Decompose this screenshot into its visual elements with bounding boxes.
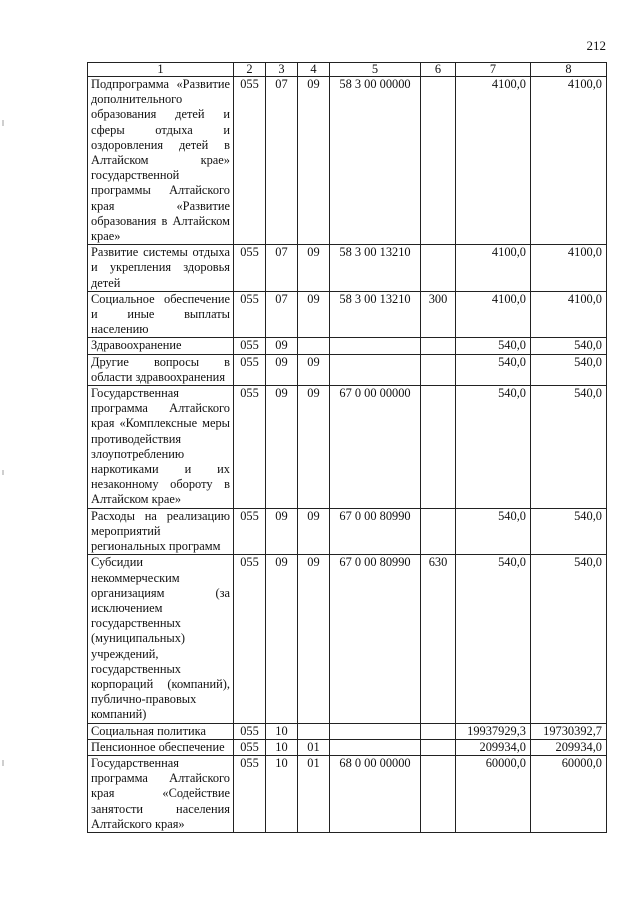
target-article-cell: 58 3 00 00000 bbox=[330, 77, 421, 245]
amount-cell: 60000,0 bbox=[531, 755, 607, 832]
table-row bbox=[88, 555, 607, 723]
amount-cell: 540,0 bbox=[531, 354, 607, 385]
subsection-cell: 09 bbox=[298, 386, 330, 509]
grbs-cell: 055 bbox=[234, 291, 266, 338]
amount-cell: 4100,0 bbox=[531, 291, 607, 338]
subsection-cell: 09 bbox=[298, 77, 330, 245]
subsection-cell: 09 bbox=[298, 245, 330, 292]
grbs-cell: 055 bbox=[234, 245, 266, 292]
section-cell: 09 bbox=[266, 354, 298, 385]
section-cell: 09 bbox=[266, 508, 298, 555]
expense-type-cell bbox=[421, 739, 456, 755]
target-article-cell: 58 3 00 13210 bbox=[330, 291, 421, 338]
target-article-cell: 68 0 00 00000 bbox=[330, 755, 421, 832]
amount-cell: 60000,0 bbox=[456, 755, 531, 832]
amount-cell: 4100,0 bbox=[456, 77, 531, 245]
page-number: 212 bbox=[586, 38, 606, 53]
column-number: 1 bbox=[88, 63, 234, 77]
amount-cell: 4100,0 bbox=[456, 291, 531, 338]
target-article-cell bbox=[330, 739, 421, 755]
amount-cell: 209934,0 bbox=[531, 739, 607, 755]
expense-type-cell bbox=[421, 77, 456, 245]
subsection-cell bbox=[298, 338, 330, 354]
expense-type-cell bbox=[421, 354, 456, 385]
section-cell: 09 bbox=[266, 386, 298, 509]
item-name-cell: Социальное обеспечение и иные выплаты населению bbox=[88, 291, 234, 338]
expense-type-cell bbox=[421, 508, 456, 555]
table-row bbox=[88, 338, 607, 354]
subsection-cell: 01 bbox=[298, 755, 330, 832]
subsection-cell: 09 bbox=[298, 291, 330, 338]
item-name-cell: Государственная программа Алтайского края «Содействие занятости населения Алтайского края» bbox=[88, 755, 234, 832]
section-cell: 09 bbox=[266, 338, 298, 354]
column-number: 5 bbox=[330, 63, 421, 77]
grbs-cell: 055 bbox=[234, 508, 266, 555]
table-header-row bbox=[88, 63, 607, 77]
section-cell: 07 bbox=[266, 77, 298, 245]
subsection-cell: 09 bbox=[298, 354, 330, 385]
table-row bbox=[88, 354, 607, 385]
amount-cell: 19937929,3 bbox=[456, 723, 531, 739]
amount-cell: 540,0 bbox=[531, 508, 607, 555]
amount-cell: 540,0 bbox=[456, 555, 531, 723]
grbs-cell: 055 bbox=[234, 338, 266, 354]
item-name-cell: Другие вопросы в области здравоохранения bbox=[88, 354, 234, 385]
table-row bbox=[88, 77, 607, 245]
amount-cell: 540,0 bbox=[456, 338, 531, 354]
subsection-cell bbox=[298, 723, 330, 739]
table-row bbox=[88, 739, 607, 755]
item-name-cell: Развитие системы отдыха и укрепления здоровья детей bbox=[88, 245, 234, 292]
item-name-cell: Подпрограмма «Развитие дополнительного образования детей и сферы отдыха и оздоровления детей в Алтайском крае» государственной программы Алтайского края «Развитие образования в Алтайском крае» bbox=[88, 77, 234, 245]
amount-cell: 4100,0 bbox=[456, 245, 531, 292]
grbs-cell: 055 bbox=[234, 739, 266, 755]
target-article-cell bbox=[330, 723, 421, 739]
amount-cell: 209934,0 bbox=[456, 739, 531, 755]
subsection-cell: 09 bbox=[298, 508, 330, 555]
section-cell: 07 bbox=[266, 245, 298, 292]
column-number: 4 bbox=[298, 63, 330, 77]
target-article-cell bbox=[330, 354, 421, 385]
section-cell: 09 bbox=[266, 555, 298, 723]
table-row bbox=[88, 245, 607, 292]
grbs-cell: 055 bbox=[234, 354, 266, 385]
section-cell: 07 bbox=[266, 291, 298, 338]
item-name-cell: Здравоохранение bbox=[88, 338, 234, 354]
column-number: 6 bbox=[421, 63, 456, 77]
grbs-cell: 055 bbox=[234, 386, 266, 509]
amount-cell: 4100,0 bbox=[531, 245, 607, 292]
budget-table bbox=[87, 62, 607, 833]
section-cell: 10 bbox=[266, 755, 298, 832]
expense-type-cell: 630 bbox=[421, 555, 456, 723]
table-row bbox=[88, 508, 607, 555]
target-article-cell: 67 0 00 80990 bbox=[330, 508, 421, 555]
scan-margin-mark bbox=[2, 470, 4, 475]
amount-cell: 4100,0 bbox=[531, 77, 607, 245]
expense-type-cell bbox=[421, 386, 456, 509]
column-number: 3 bbox=[266, 63, 298, 77]
column-number: 8 bbox=[531, 63, 607, 77]
column-number: 7 bbox=[456, 63, 531, 77]
expense-type-cell bbox=[421, 245, 456, 292]
table-row bbox=[88, 386, 607, 509]
grbs-cell: 055 bbox=[234, 723, 266, 739]
grbs-cell: 055 bbox=[234, 755, 266, 832]
scan-margin-mark bbox=[2, 760, 4, 766]
grbs-cell: 055 bbox=[234, 555, 266, 723]
amount-cell: 540,0 bbox=[531, 386, 607, 509]
target-article-cell: 58 3 00 13210 bbox=[330, 245, 421, 292]
item-name-cell: Пенсионное обеспечение bbox=[88, 739, 234, 755]
item-name-cell: Субсидии некоммерческим организациям (за исключением государственных (муниципальных) учреждений, государственных корпораций (компаний), публично-правовых компаний) bbox=[88, 555, 234, 723]
amount-cell: 540,0 bbox=[531, 555, 607, 723]
section-cell: 10 bbox=[266, 723, 298, 739]
subsection-cell: 09 bbox=[298, 555, 330, 723]
table-row bbox=[88, 723, 607, 739]
table-row bbox=[88, 755, 607, 832]
target-article-cell bbox=[330, 338, 421, 354]
expense-type-cell bbox=[421, 723, 456, 739]
amount-cell: 540,0 bbox=[456, 508, 531, 555]
item-name-cell: Расходы на реализацию мероприятий региональных программ bbox=[88, 508, 234, 555]
subsection-cell: 01 bbox=[298, 739, 330, 755]
amount-cell: 540,0 bbox=[456, 386, 531, 509]
expense-type-cell bbox=[421, 755, 456, 832]
target-article-cell: 67 0 00 00000 bbox=[330, 386, 421, 509]
column-number: 2 bbox=[234, 63, 266, 77]
scan-margin-mark bbox=[2, 120, 4, 126]
section-cell: 10 bbox=[266, 739, 298, 755]
target-article-cell: 67 0 00 80990 bbox=[330, 555, 421, 723]
amount-cell: 540,0 bbox=[456, 354, 531, 385]
amount-cell: 540,0 bbox=[531, 338, 607, 354]
table-row bbox=[88, 291, 607, 338]
item-name-cell: Социальная политика bbox=[88, 723, 234, 739]
item-name-cell: Государственная программа Алтайского края «Комплексные меры противодействия злоупотреблению наркотиками и их незаконному обороту в Алтайском крае» bbox=[88, 386, 234, 509]
expense-type-cell bbox=[421, 338, 456, 354]
amount-cell: 19730392,7 bbox=[531, 723, 607, 739]
grbs-cell: 055 bbox=[234, 77, 266, 245]
expense-type-cell: 300 bbox=[421, 291, 456, 338]
